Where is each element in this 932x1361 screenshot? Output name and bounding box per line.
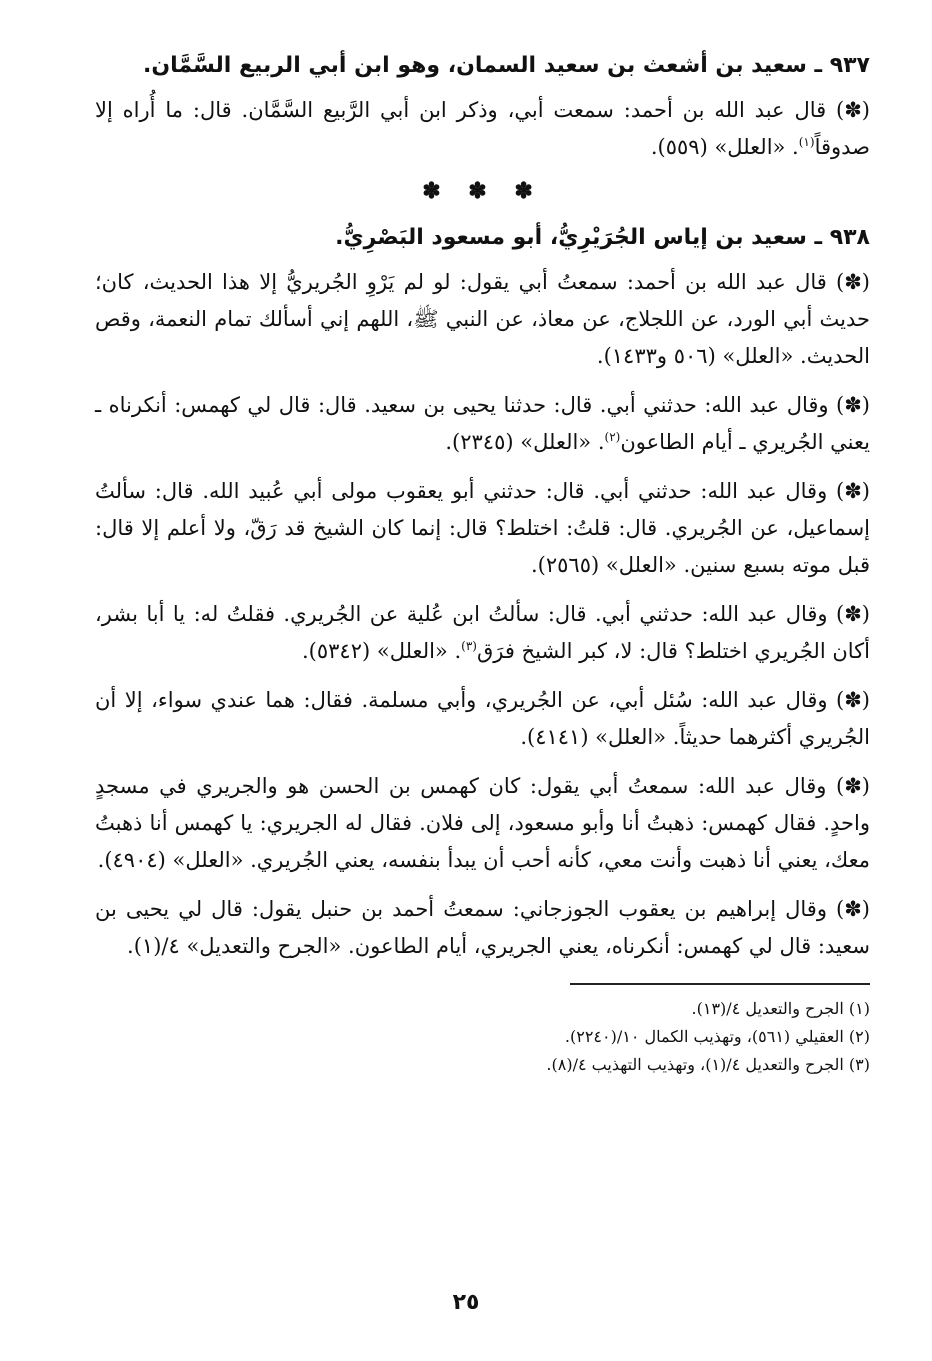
footnote-ref: (٢) xyxy=(604,430,621,444)
entry-938-paragraph-5: (✽) وقال عبد الله: سُئل أبي، عن الجُريري، وأبي مسلمة. فقال: هما عندي سواء، إلا أن الجُريري أكثرهما حديثاً. «العلل» (٤١٤١). xyxy=(95,688,870,749)
entry-938-paragraph-1: (✽) قال عبد الله بن أحمد: سمعتُ أبي يقول: لو لم يَرْوِ الجُريريُّ إلا هذا الحديث، كان؛ حديث أبي الورد، عن اللجلاج، عن معاذ، عن النبي ﷺ، اللهم إني أسألك تمام النعمة، وقص الحديث. «العلل» (٥٠٦ و١٤٣٣). xyxy=(95,270,870,368)
entry-937-title: ٩٣٧ ـ سعيد بن أشعث بن سعيد السمان، وهو ابن أبي الربيع السَّمَّان. xyxy=(142,53,870,78)
entry-938-paragraph-2 xyxy=(95,387,870,461)
footnote-3: (٣) الجرح والتعديل ٤/(١)، وتهذيب التهذيب ٤/(٨). xyxy=(546,1055,870,1074)
footnote-ref: (١) xyxy=(798,135,815,149)
paragraph-citation: . «العلل» (٢٣٤٥). xyxy=(445,430,605,454)
paragraph-text: (✽) قال عبد الله بن أحمد: سمعت أبي، وذكر ابن أبي الرَّبيع السَّمَّان. قال: ما أُراه إلا صدوقاً xyxy=(95,98,870,159)
footnote-divider xyxy=(570,983,870,985)
entry-937-paragraph xyxy=(95,92,870,166)
entry-938-paragraph-6: (✽) وقال عبد الله: سمعتُ أبي يقول: كان كهمس بن الحسن هو والجريري في مسجدٍ واحدٍ. فقال كهمس: ذهبتُ أنا وأبو مسعود، إلى فلان. فقال له الجريري: يا كهمس أنا ذهبتُ معك، يعني أنا ذهبت وأنت معي، كأنه أحب أن يبدأ بنفسه، يعني الجُريري. «العلل» (٤٩٠٤). xyxy=(95,774,870,872)
paragraph-citation: . «العلل» (٥٣٤٢). xyxy=(301,639,462,663)
paragraph-text: (✽) وقال عبد الله: حدثني أبي. قال: حدثنا يحيى بن سعيد. قال: قال لي كهمس: أنكرناه ـ يعني الجُريري ـ أيام الطاعون xyxy=(95,393,870,454)
footnote-2: (٢) العقيلي (٥٦١)، وتهذيب الكمال ١٠/(٢٢٤٠). xyxy=(564,1027,870,1046)
entry-938-paragraph-3: (✽) وقال عبد الله: حدثني أبي. قال: حدثني أبو يعقوب مولى أبي عُبيد الله. قال: سألتُ إسماعيل، عن الجُريري. قال: قلتُ: اختلط؟ قال: إنما كان الشيخ قد رَقّ، ولا أعلم إلا قال: قبل موته بسبع سنين. «العلل» (٢٥٦٥). xyxy=(95,479,870,577)
paragraph-text: (✽) وقال عبد الله: حدثني أبي. قال: سألتُ ابن عُلية عن الجُريري. فقلتُ له: يا أبا بشر، أكان الجُريري اختلط؟ قال: لا، كبر الشيخ فرَق xyxy=(95,602,870,663)
section-separator: ✽ ✽ ✽ xyxy=(422,178,543,204)
paragraph-citation: . «العلل» (٥٥٩). xyxy=(650,135,799,159)
footnote-ref: (٣) xyxy=(461,639,477,653)
footnote-1: (١) الجرح والتعديل ٤/(١٣). xyxy=(691,999,870,1018)
entry-938-paragraph-7: (✽) وقال إبراهيم بن يعقوب الجوزجاني: سمعتُ أحمد بن حنبل يقول: قال لي يحيى بن سعيد: قال لي كهمس: أنكرناه، يعني الجريري، أيام الطاعون. «الجرح والتعديل» ٤/(١). xyxy=(95,897,870,958)
entry-938-paragraph-4 xyxy=(95,596,870,670)
page-number: ٢٥ xyxy=(452,1290,480,1315)
entry-938-title: ٩٣٨ ـ سعيد بن إياس الجُرَيْرِيُّ، أبو مسعود البَصْرِيُّ. xyxy=(335,225,870,250)
